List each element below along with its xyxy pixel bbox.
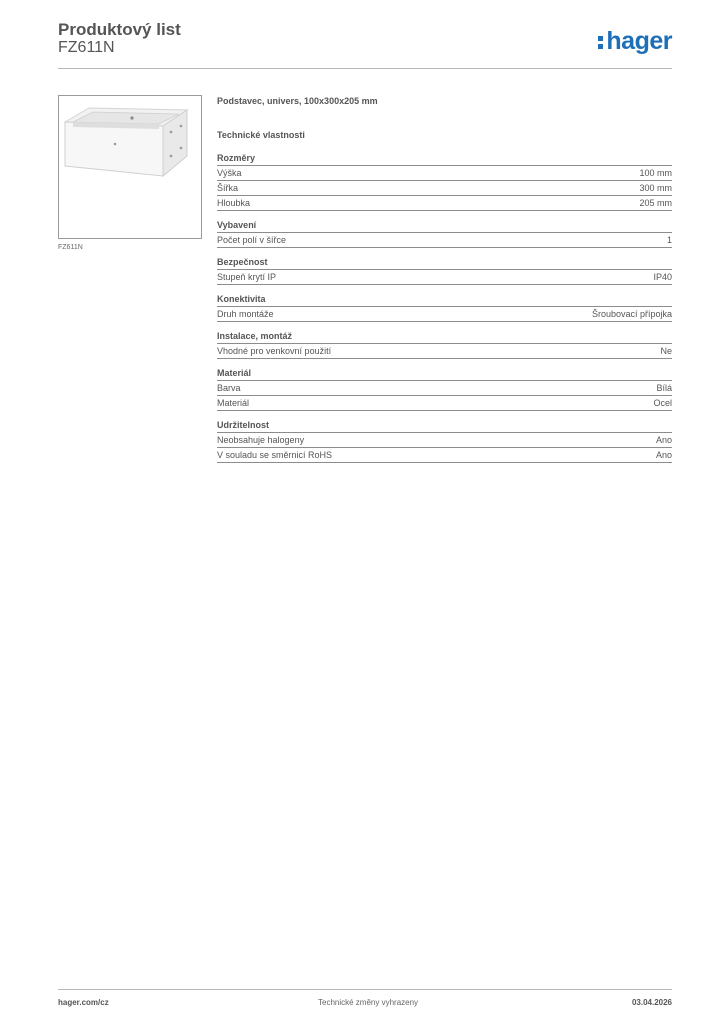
spec-value: Bílá: [656, 383, 672, 393]
footer-date: 03.04.2026: [631, 998, 672, 1007]
logo-dots-icon: [598, 34, 604, 50]
spec-row: [217, 396, 672, 411]
spec-row: [217, 307, 672, 322]
product-base-image: [59, 96, 201, 238]
page-footer: [58, 989, 672, 1020]
spec-label: Barva: [217, 383, 241, 393]
spec-value: 300 mm: [639, 183, 672, 193]
technical-title: Technické vlastnosti: [217, 130, 305, 140]
section-title: Konektivita: [217, 293, 672, 307]
spec-row: [217, 433, 672, 448]
hager-logo: [598, 27, 672, 56]
section-title: Vybavení: [217, 219, 672, 233]
section-title: Udržitelnost: [217, 419, 672, 433]
image-caption: FZ611N: [58, 244, 83, 251]
spec-value: Ano: [655, 435, 672, 445]
footer-note: Technické změny vyhrazeny: [318, 998, 419, 1007]
product-description: Podstavec, univers, 100x300x205 mm: [217, 96, 378, 106]
spec-row: [217, 166, 672, 181]
logo-text: hager: [606, 27, 672, 55]
section-title: Rozměry: [217, 152, 672, 166]
page-title: Produktový list: [58, 20, 181, 39]
spec-value: Ano: [655, 450, 672, 460]
spec-section: [217, 419, 672, 463]
spec-row: [217, 344, 672, 359]
spec-label: Vhodné pro venkovní použití: [217, 346, 332, 356]
spec-row: [217, 196, 672, 211]
product-image: [58, 95, 202, 239]
section-title: Instalace, montáž: [217, 330, 672, 344]
spec-section: [217, 219, 672, 248]
spec-label: V souladu se směrnicí RoHS: [217, 450, 333, 460]
spec-value: Šroubovací přípojka: [591, 309, 672, 319]
spec-label: Počet polí v šířce: [217, 235, 287, 245]
spec-value: Ne: [660, 346, 672, 356]
spec-row: [217, 270, 672, 285]
spec-label: Hloubka: [217, 198, 251, 208]
section-title: Bezpečnost: [217, 256, 672, 270]
spec-row: [217, 181, 672, 196]
spec-section: [217, 293, 672, 322]
section-title: Materiál: [217, 367, 672, 381]
spec-section: [217, 367, 672, 411]
spec-value: 205 mm: [639, 198, 672, 208]
spec-label: Stupeň krytí IP: [217, 272, 277, 282]
page-header: [58, 20, 672, 69]
spec-row: [217, 233, 672, 248]
spec-value: 1: [666, 235, 672, 245]
spec-label: Neobsahuje halogeny: [217, 435, 305, 445]
spec-value: IP40: [653, 272, 672, 282]
spec-row: [217, 448, 672, 463]
product-code: FZ611N: [58, 39, 115, 56]
spec-section: [217, 330, 672, 359]
spec-label: Šířka: [217, 183, 239, 193]
spec-label: Materiál: [217, 398, 250, 408]
spec-row: [217, 381, 672, 396]
spec-section: [217, 256, 672, 285]
spec-label: Výška: [217, 168, 242, 178]
spec-section: [217, 152, 672, 211]
spec-label: Druh montáže: [217, 309, 274, 319]
spec-value: 100 mm: [639, 168, 672, 178]
spec-value: Ocel: [653, 398, 672, 408]
footer-website-link[interactable]: hager.com/cz: [58, 998, 109, 1007]
spec-content: [217, 96, 672, 463]
